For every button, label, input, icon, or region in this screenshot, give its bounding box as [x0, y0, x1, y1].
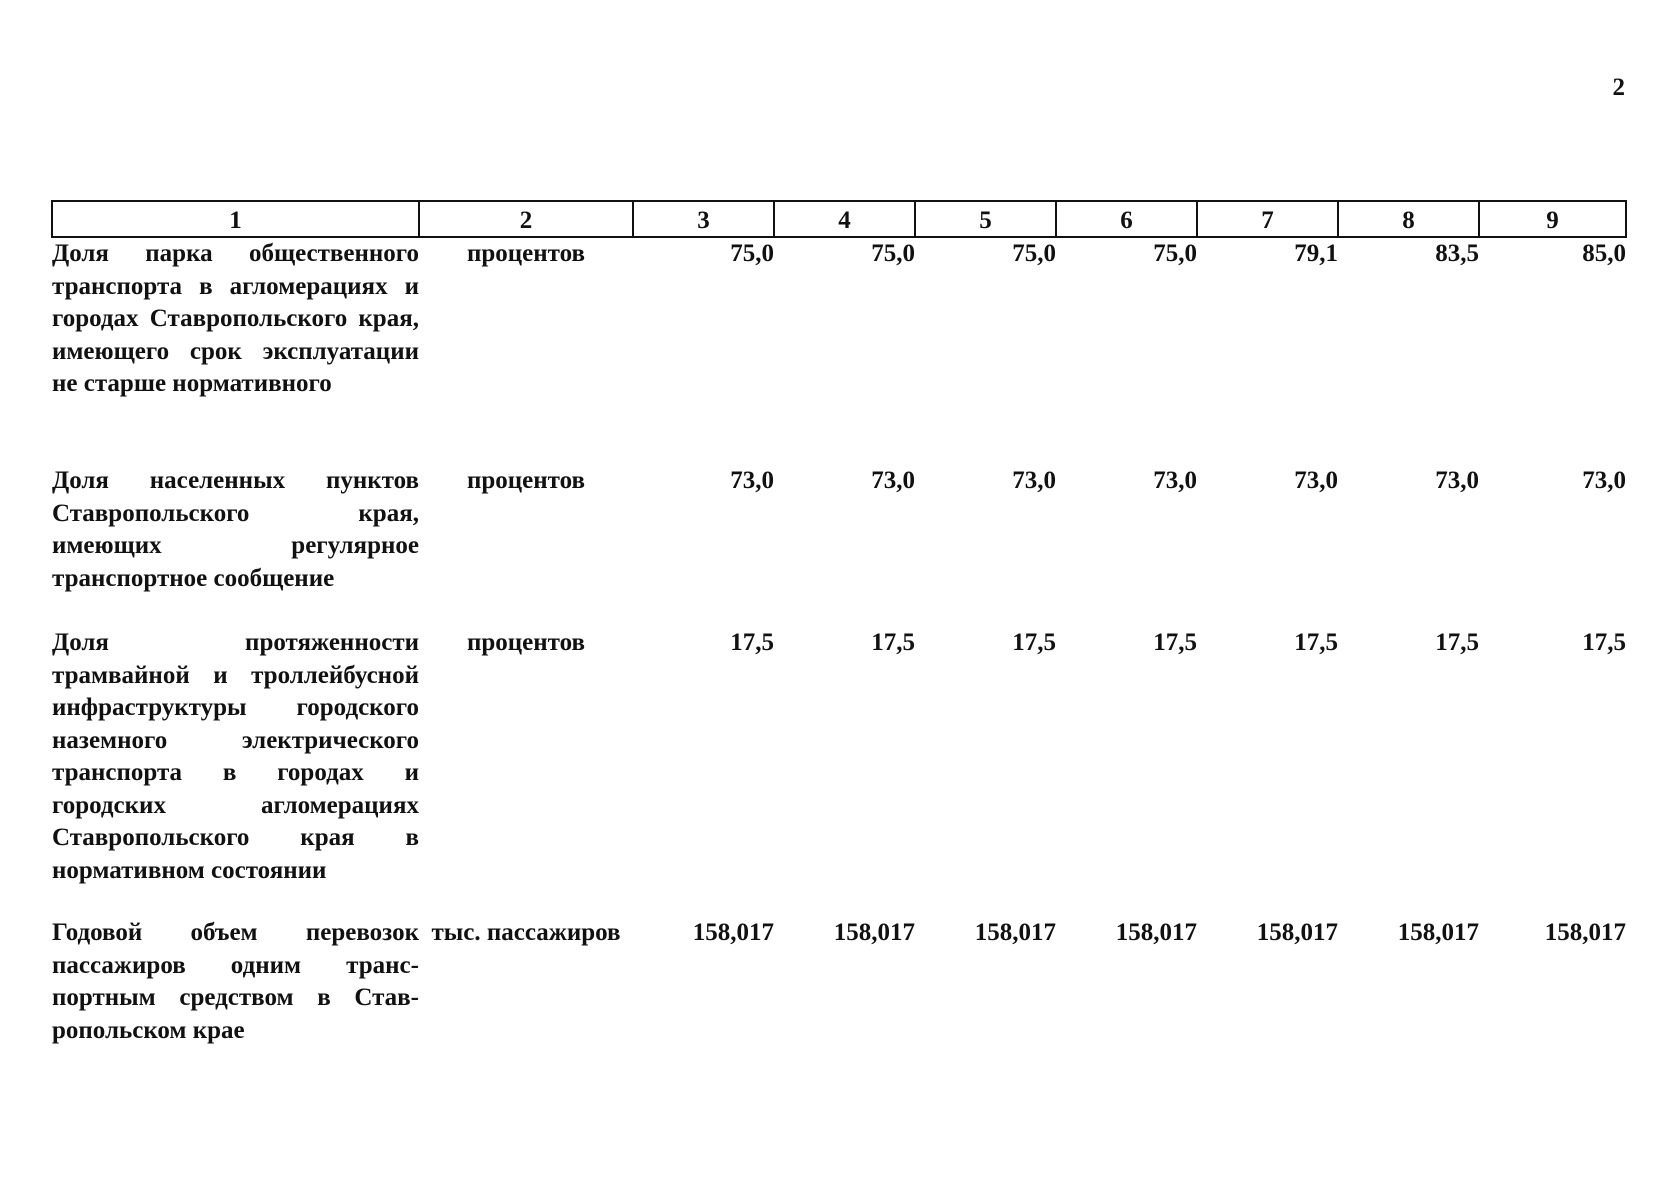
value-cell: 158,017 [1115, 919, 1197, 946]
table-row [52, 627, 1626, 917]
value-cell: 75,0 [1153, 240, 1197, 267]
table-row [52, 917, 1626, 1057]
value-cell: 158,017 [833, 919, 915, 946]
unit-cell: процентов [466, 629, 586, 656]
unit-cell: процентов [466, 240, 586, 267]
value-cell: 158,017 [974, 919, 1056, 946]
value-cell: 73,0 [1435, 467, 1479, 494]
value-cell: 17,5 [871, 629, 915, 656]
value-cell: 158,017 [1256, 919, 1338, 946]
value-cell: 73,0 [1582, 467, 1626, 494]
header-cell: 8 [1338, 201, 1479, 237]
header-cell: 5 [915, 201, 1056, 237]
value-cell: 17,5 [1153, 629, 1197, 656]
value-cell: 17,5 [1012, 629, 1056, 656]
page-number: 2 [1612, 74, 1625, 101]
value-cell: 83,5 [1435, 240, 1479, 267]
value-cell: 158,017 [1544, 919, 1626, 946]
value-cell: 75,0 [730, 240, 774, 267]
table-row [52, 237, 1626, 465]
value-cell: 17,5 [730, 629, 774, 656]
header-cell: 4 [774, 201, 915, 237]
header-cell: 6 [1056, 201, 1197, 237]
header-cell: 1 [52, 201, 419, 237]
header-cell: 3 [633, 201, 774, 237]
value-cell: 17,5 [1435, 629, 1479, 656]
value-cell: 79,1 [1294, 240, 1338, 267]
header-cell: 9 [1479, 201, 1626, 237]
value-cell: 75,0 [871, 240, 915, 267]
value-cell: 17,5 [1582, 629, 1626, 656]
value-cell: 85,0 [1582, 240, 1626, 267]
header-cell: 7 [1197, 201, 1338, 237]
value-cell: 73,0 [730, 467, 774, 494]
indicators-table [51, 200, 1627, 1057]
header-row [52, 201, 1626, 237]
unit-cell: процентов [466, 467, 586, 494]
indicator-name: Годовой объем перевозок пассажиров одним транспортным средством в Ставропольском крае [52, 919, 419, 1044]
value-cell: 73,0 [1012, 467, 1056, 494]
value-cell: 73,0 [871, 467, 915, 494]
value-cell: 17,5 [1294, 629, 1338, 656]
value-cell: 73,0 [1294, 467, 1338, 494]
indicator-name: Доля парка общественного транспорта в агломерациях и городах Ставропольского края, имеющего срок эксплуатации не старше нормативного [52, 240, 419, 397]
indicator-name: Доля населенных пунктов Ставропольского края, имеющих регулярное транспортное сообщение [52, 467, 419, 592]
value-cell: 158,017 [692, 919, 774, 946]
value-cell: 73,0 [1153, 467, 1197, 494]
table-row [52, 465, 1626, 627]
indicator-name: Доля протяженности трамвайной и троллейбусной инфраструктуры городского наземного электрического транспорта в городах и городских агломерациях Ставропольского края в нормативном состоянии [52, 629, 419, 884]
header-cell: 2 [419, 201, 633, 237]
value-cell: 158,017 [1397, 919, 1479, 946]
value-cell: 75,0 [1012, 240, 1056, 267]
unit-cell: тыс. пассажиров [431, 919, 621, 946]
